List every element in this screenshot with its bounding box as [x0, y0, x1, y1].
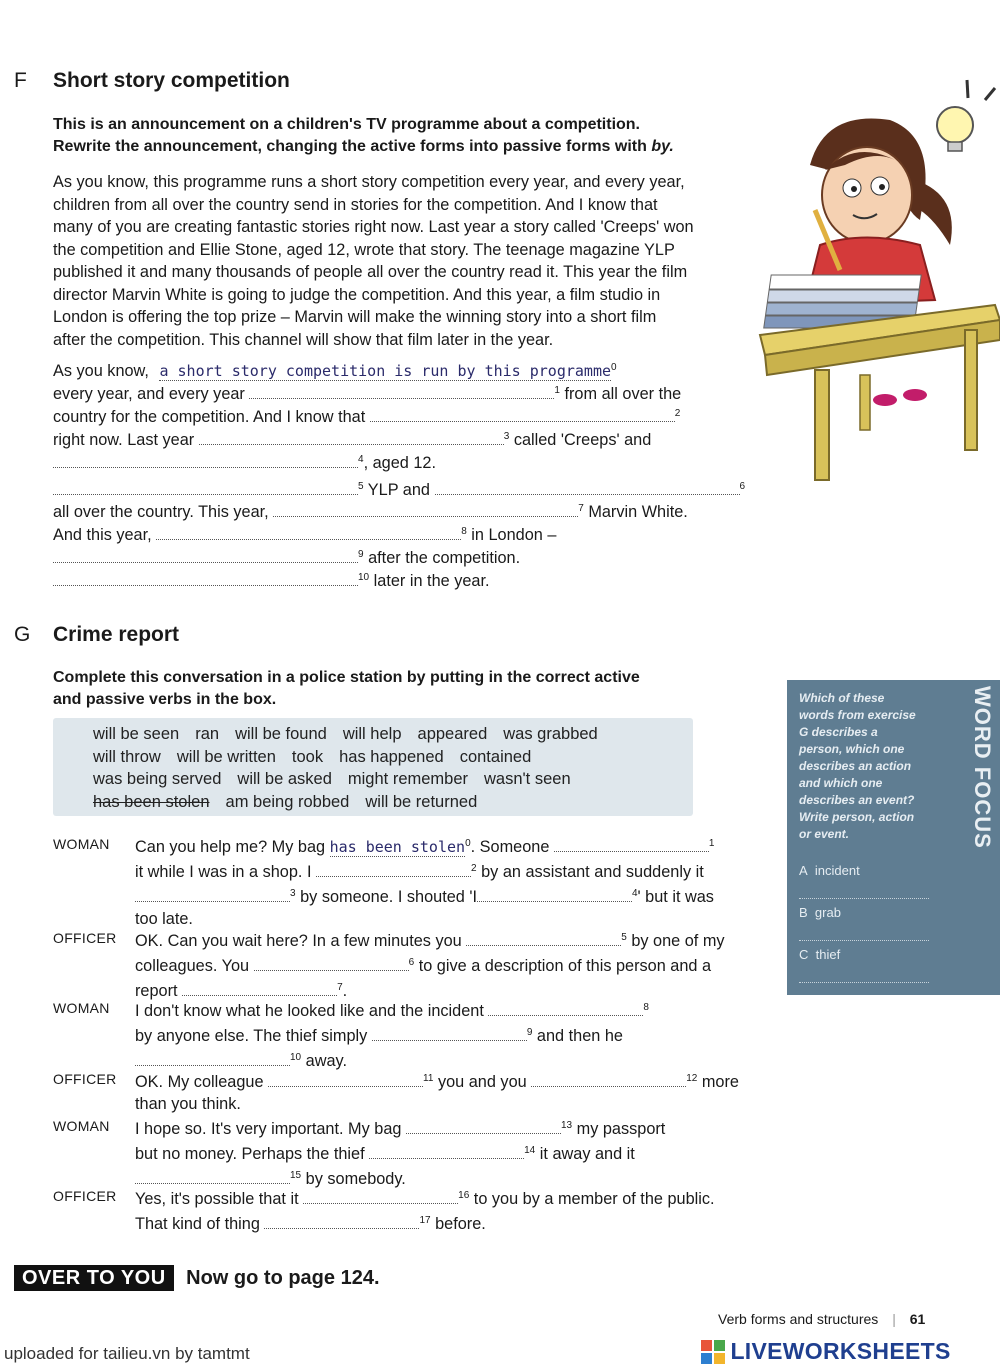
line-text: later in the year.	[373, 572, 490, 590]
page-footer	[718, 1311, 925, 1327]
section-f-letter: F	[14, 69, 27, 92]
line-text: OK. My colleague	[135, 1073, 264, 1091]
line-text: by someone. I shouted 'I	[300, 888, 477, 906]
word-option: appeared	[417, 725, 488, 743]
speaker-officer: OFFICER	[53, 1188, 117, 1204]
word-option: will be returned	[365, 792, 478, 811]
line-text: colleagues. You	[135, 957, 250, 975]
answer-blank-g8[interactable]	[488, 1001, 643, 1016]
line-text: I hope so. It's very important. My bag	[135, 1120, 402, 1138]
speaker-woman: WOMAN	[53, 1118, 110, 1134]
word-option: wasn't seen	[484, 770, 571, 788]
wf-item-letter: C	[799, 947, 809, 962]
line-text: ' but it was	[637, 888, 714, 906]
instruction-line-1: This is an announcement on a children's TV programme about a competition.	[53, 116, 640, 133]
number-label: 8	[643, 1002, 649, 1013]
wf-item-word: thief	[815, 947, 841, 962]
word-option: will throw	[93, 747, 161, 766]
line-text: by one of my	[631, 932, 725, 950]
answer-blank-g5[interactable]	[466, 931, 621, 946]
liveworksheets-brand: LIVEWORKSHEETS	[730, 1338, 951, 1364]
instruction-text: Rewrite the announcement, changing the active forms into passive forms with	[53, 138, 652, 155]
footer-section: Verb forms and structures	[718, 1311, 879, 1327]
number-label: 13	[560, 1120, 573, 1131]
answer-blank-g6[interactable]	[254, 956, 409, 971]
answer-blank-g16[interactable]	[303, 1189, 458, 1204]
over-to-you-row	[14, 1267, 380, 1290]
number-label: 7	[578, 503, 584, 514]
answer-blank-g11[interactable]	[268, 1072, 423, 1087]
para-line: As you know, this programme runs a short story competition every year, and every year,	[53, 173, 685, 191]
answer-blank-g9[interactable]	[372, 1026, 527, 1041]
word-option: will be asked	[237, 770, 332, 788]
line-text: by anyone else. The thief simply	[135, 1027, 368, 1045]
answer-blank-g7[interactable]	[182, 981, 337, 996]
line-text: my passport	[576, 1120, 666, 1138]
girl-writing-illustration	[755, 70, 1000, 490]
wf-item-letter: B	[799, 905, 808, 920]
rewrite-line-7	[53, 521, 556, 546]
line-text: report	[135, 982, 178, 1000]
answer-blank-g14[interactable]	[369, 1144, 524, 1159]
wf-item-a	[799, 862, 860, 879]
answer-blank-g10[interactable]	[135, 1051, 290, 1066]
dialogue-turn-6	[135, 1185, 765, 1235]
line-text: As you know,	[53, 362, 149, 380]
line-text: I don't know what he looked like and the incident	[135, 1002, 484, 1020]
wf-line: describes an action	[799, 759, 912, 773]
wf-line: describes an event?	[799, 793, 915, 807]
answer-blank-10[interactable]	[53, 571, 358, 586]
line-text: after the competition.	[368, 549, 521, 567]
line-text: more	[701, 1073, 739, 1091]
wf-line: and which one	[799, 776, 883, 790]
instruction-line-2	[53, 136, 753, 158]
word-box-row	[93, 791, 693, 814]
number-label: 0	[465, 838, 471, 849]
wf-answer-blank-b[interactable]	[799, 926, 929, 941]
para-line: children from all over the country send in stories for the competition. And I know that	[53, 195, 658, 214]
number-label: 10	[358, 572, 370, 583]
line-text: it away and it	[539, 1145, 635, 1163]
line-text: too late.	[135, 910, 193, 928]
instruction-line-1: Complete this conversation in a police station by putting in the correct active	[53, 669, 640, 686]
dialogue-turn-1	[135, 833, 765, 930]
word-option: might remember	[347, 770, 469, 788]
number-label: 5	[621, 932, 627, 943]
number-label: 7	[337, 982, 343, 993]
wf-item-word: grab	[814, 905, 841, 920]
page-number: 61	[909, 1311, 926, 1327]
line-text: called 'Creeps' and	[513, 431, 652, 449]
answer-blank-9[interactable]	[53, 548, 358, 563]
answer-blank-2[interactable]	[370, 407, 675, 422]
number-label: 2	[471, 863, 477, 874]
line-text: right now. Last year	[53, 431, 195, 449]
line-text: but no money. Perhaps the thief	[135, 1145, 365, 1163]
line-text: you and you	[437, 1073, 527, 1091]
number-label: 0	[611, 362, 617, 373]
word-focus-title: WORD FOCUS	[970, 686, 995, 849]
section-g-letter: G	[14, 623, 31, 646]
line-text: every year, and every year	[53, 385, 245, 403]
line-text: before.	[435, 1215, 486, 1233]
word-box-row	[93, 746, 693, 769]
line-text: country for the competition. And I know that	[53, 408, 366, 426]
rewrite-line-8	[53, 544, 520, 569]
wf-answer-blank-a[interactable]	[799, 884, 929, 899]
dialogue-turn-2: OK. Can you wait here? In a few minutes you $^5$ by one of my colleagues. You $^6$ to give a description of this person and a report $^7$.	[135, 932, 725, 1000]
number-label: 2	[674, 408, 681, 419]
answer-blank-g3[interactable]	[135, 887, 290, 902]
line-text: Marvin White.	[588, 503, 688, 521]
over-to-you-badge: OVER TO YOU	[14, 1265, 174, 1291]
word-option: am being robbed	[225, 792, 350, 811]
section-g-instruction	[53, 667, 753, 711]
number-label: 12	[686, 1073, 698, 1084]
line-text: by an assistant and suddenly it	[481, 863, 704, 881]
example-answer: a short story competition is run by this programme	[159, 362, 612, 380]
line-text: in London –	[471, 526, 557, 544]
rewrite-line-3	[53, 426, 651, 451]
instruction-em: by.	[651, 138, 674, 155]
para-line: the competition and Ellie Stone, aged 12, wrote that story. The teenage magazine YLP	[53, 240, 675, 259]
speaker-woman: WOMAN	[53, 836, 110, 852]
wf-line: words from exercise	[799, 708, 916, 722]
answer-blank-g12[interactable]	[531, 1072, 686, 1087]
number-label: 14	[524, 1145, 536, 1156]
answer-blank-g13[interactable]	[406, 1119, 561, 1134]
section-f-instruction	[53, 114, 753, 158]
liveworksheets-logo-icon	[700, 1339, 726, 1365]
speaker-woman: WOMAN	[53, 1000, 110, 1016]
number-label: 3	[503, 431, 510, 442]
line-text: Can you help me? My bag	[135, 838, 326, 856]
number-label: 16	[458, 1190, 470, 1201]
number-label: 1	[708, 838, 715, 849]
word-box-row	[93, 723, 693, 746]
rewrite-line-9	[53, 567, 490, 592]
line-text: and then he	[536, 1027, 623, 1045]
line-text: OK. Can you wait here? In a few minutes you	[135, 932, 462, 950]
answer-blank-g2[interactable]	[316, 862, 471, 877]
answer-blank-g15[interactable]	[135, 1169, 290, 1184]
uploader-note: uploaded for tailieu.vn by tamtmt	[4, 1344, 250, 1363]
section-g-title: Crime report	[53, 623, 180, 646]
line-text: than you think.	[135, 1095, 241, 1113]
answer-blank-g1[interactable]	[554, 837, 709, 852]
dialogue-turn-3	[135, 997, 765, 1072]
wf-item-b	[799, 904, 841, 921]
number-label: 11	[423, 1073, 434, 1084]
para-line: London is offering the top prize – Marvin will make the winning story into a short film	[53, 308, 657, 326]
line-text: . Someone	[470, 838, 550, 856]
line-text: all over the country. This year,	[53, 503, 269, 521]
line-text: it while I was in a shop. I	[135, 863, 312, 881]
announcement-paragraph	[53, 171, 773, 351]
word-box-row	[93, 768, 693, 791]
word-option: took	[291, 747, 324, 766]
word-option: ran	[195, 725, 220, 743]
number-label: 1	[554, 385, 560, 396]
answer-blank-1[interactable]	[249, 384, 554, 399]
dialogue-turn-5	[135, 1115, 765, 1190]
word-box	[53, 718, 693, 816]
answer-blank-3[interactable]	[199, 430, 504, 445]
answer-blank-g17[interactable]	[264, 1214, 419, 1229]
line-text: , aged 12.	[363, 454, 436, 472]
number-label: 9	[358, 549, 364, 560]
answer-blank-4[interactable]	[53, 453, 358, 468]
para-line: published it and many thousands of people all over the country read it. This year the film	[53, 263, 688, 281]
answer-blank-8[interactable]	[156, 525, 461, 540]
instruction-line-2: and passive verbs in the box.	[53, 691, 277, 708]
para-line: after the competition. This channel will show that film later in the year.	[53, 330, 554, 349]
number-label: 4	[358, 454, 364, 465]
line-text: away.	[305, 1052, 347, 1070]
word-option: was grabbed	[503, 725, 598, 743]
answer-blank-g4[interactable]	[477, 887, 632, 902]
word-option: was being served	[93, 770, 222, 788]
rewrite-line-2	[53, 403, 680, 428]
number-label: 15	[290, 1170, 302, 1181]
wf-line: Which of these	[799, 691, 885, 705]
number-label: 3	[290, 888, 296, 899]
wf-answer-blank-c[interactable]	[799, 968, 929, 983]
rewrite-line-0	[53, 357, 617, 382]
number-label: 6	[739, 481, 746, 492]
para-line: many of you are creating fantastic stories right now. Last year a story called 'Creeps' won	[53, 218, 694, 236]
word-option-used: has been stolen	[93, 792, 210, 811]
speaker-officer: OFFICER	[53, 930, 117, 946]
word-option: will help	[342, 725, 402, 743]
rewrite-line-6	[53, 498, 688, 523]
rewrite-line-4	[53, 449, 436, 474]
answer-blank-5[interactable]	[53, 480, 358, 495]
line-text: to you by a member of the public.	[473, 1190, 715, 1208]
wf-item-word: incident	[814, 863, 860, 878]
wf-item-letter: A	[799, 863, 808, 878]
number-label: 17	[419, 1215, 431, 1226]
wf-line: person, which one	[799, 742, 905, 756]
rewrite-line-1	[53, 380, 681, 405]
goto-page-text: Now go to page 124.	[186, 1267, 380, 1289]
section-f-title: Short story competition	[53, 69, 290, 92]
word-focus-text	[799, 690, 949, 843]
example-answer: has been stolen	[329, 838, 466, 856]
wf-line: G describes a	[799, 725, 878, 739]
para-line: director Marvin White is going to judge the competition. And this year, a film studio in	[53, 285, 661, 304]
line-text: YLP and	[367, 481, 430, 499]
line-text: That kind of thing	[135, 1215, 260, 1233]
word-option: will be seen	[93, 725, 180, 743]
word-option: will be written	[176, 747, 276, 766]
line-text: by somebody.	[305, 1170, 406, 1188]
line-text: from all over the	[564, 385, 682, 403]
number-label: 4	[631, 888, 638, 899]
answer-blank-7[interactable]	[273, 502, 578, 517]
answer-blank-6[interactable]	[435, 480, 740, 495]
wf-item-c	[799, 946, 840, 963]
line-text: to give a description of this person and a	[418, 957, 712, 975]
line-text: And this year,	[53, 526, 152, 544]
number-label: 9	[526, 1027, 533, 1038]
number-label: 6	[408, 957, 415, 968]
liveworksheets-logo	[700, 1338, 951, 1365]
number-label: 10	[290, 1052, 302, 1063]
footer-divider: |	[892, 1311, 896, 1327]
speaker-officer: OFFICER	[53, 1071, 117, 1087]
wf-line: Write person, action	[799, 810, 915, 824]
wf-line: or event.	[799, 827, 850, 841]
word-option: will be found	[235, 725, 327, 743]
word-option: contained	[459, 747, 532, 766]
light-bulb-icon	[937, 80, 995, 151]
word-option: has happened	[339, 747, 444, 766]
number-label: 5	[358, 481, 364, 492]
number-label: 8	[461, 526, 467, 537]
dialogue-turn-4	[135, 1068, 765, 1115]
line-text: Yes, it's possible that it	[135, 1190, 299, 1208]
word-focus-panel	[787, 680, 1000, 995]
